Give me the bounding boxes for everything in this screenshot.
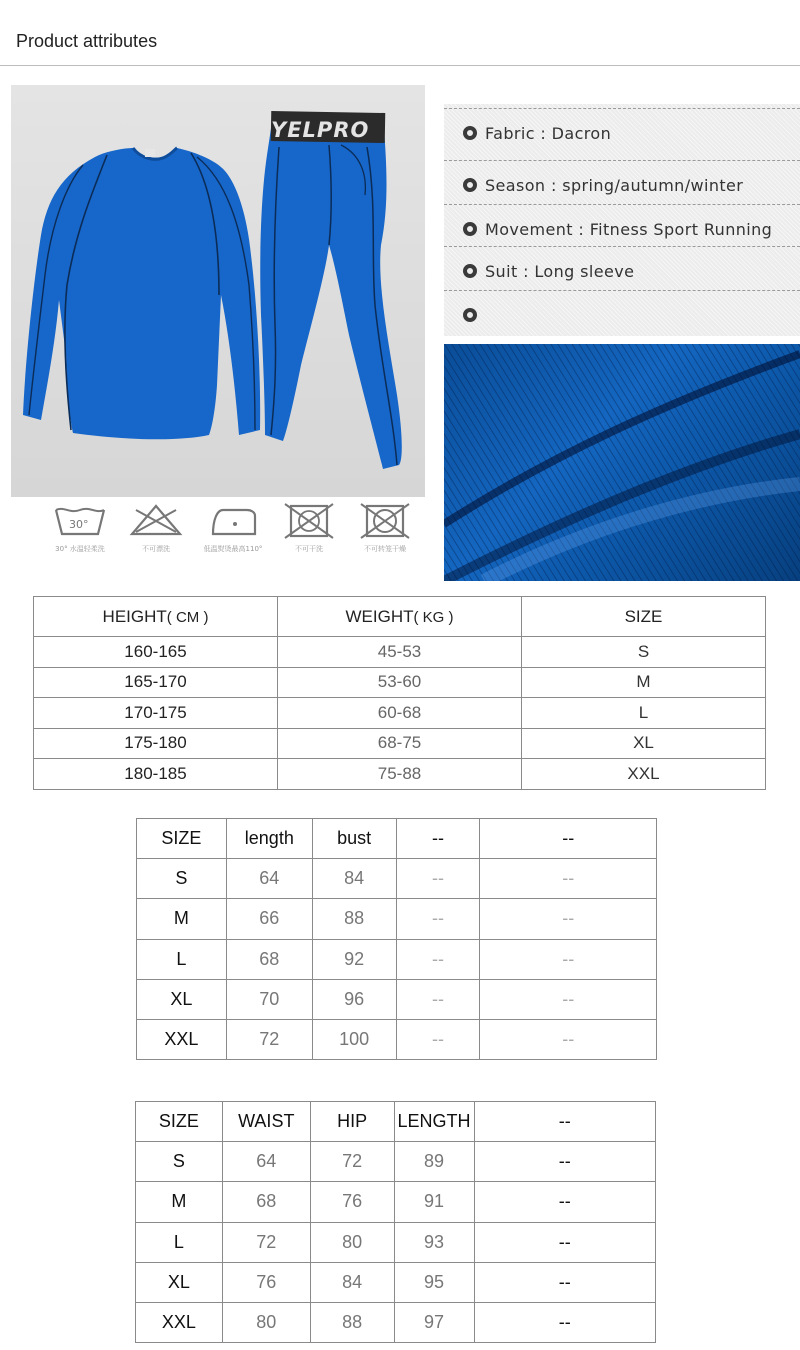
attribute-item-empty bbox=[444, 290, 800, 334]
table-row bbox=[137, 859, 657, 899]
table-row bbox=[34, 728, 766, 759]
care-item-no-wring bbox=[345, 500, 425, 570]
cell-empty: -- bbox=[480, 859, 657, 899]
low-iron-icon bbox=[205, 502, 261, 542]
waistband-text: YELPRO bbox=[271, 118, 370, 142]
cell-bust: 96 bbox=[312, 979, 396, 1019]
table-header-row bbox=[137, 819, 657, 859]
cell-length: 68 bbox=[226, 939, 312, 979]
care-caption: 不可漂洗 bbox=[142, 545, 170, 553]
cell-size: XL bbox=[137, 979, 227, 1019]
cell-hip: 80 bbox=[310, 1222, 394, 1262]
top-size-table bbox=[136, 818, 657, 1060]
table-row bbox=[137, 939, 657, 979]
product-photo bbox=[11, 85, 425, 497]
cell-empty: -- bbox=[480, 939, 657, 979]
table-row bbox=[137, 1020, 657, 1060]
cell-size: XL bbox=[136, 1262, 223, 1302]
cell-hip: 76 bbox=[310, 1182, 394, 1222]
header-cell: LENGTH bbox=[394, 1102, 474, 1142]
cell-length: 70 bbox=[226, 979, 312, 1019]
cell-bust: 88 bbox=[312, 899, 396, 939]
cell-length: 64 bbox=[226, 859, 312, 899]
cell-length: 91 bbox=[394, 1182, 474, 1222]
header-cell: -- bbox=[396, 819, 480, 859]
care-caption: 30° 水温轻柔洗 bbox=[55, 545, 105, 553]
cell-empty: -- bbox=[474, 1222, 655, 1262]
cell-bust: 92 bbox=[312, 939, 396, 979]
svg-text:30°: 30° bbox=[69, 518, 89, 531]
cell-bust: 100 bbox=[312, 1020, 396, 1060]
cell-size: XXL bbox=[522, 759, 766, 790]
table-row bbox=[137, 979, 657, 1019]
attribute-item-season bbox=[444, 160, 800, 204]
cell-length: 97 bbox=[394, 1303, 474, 1343]
cell-length: 66 bbox=[226, 899, 312, 939]
cell-height: 160-165 bbox=[34, 637, 278, 668]
cell-size: M bbox=[137, 899, 227, 939]
cell-empty: -- bbox=[480, 1020, 657, 1060]
no-wring-icon bbox=[357, 502, 413, 542]
cell-size: L bbox=[136, 1222, 223, 1262]
table-row bbox=[34, 667, 766, 698]
bullet-icon bbox=[463, 308, 477, 322]
cell-length: 95 bbox=[394, 1262, 474, 1302]
attribute-item-suit bbox=[444, 246, 800, 290]
table-row bbox=[137, 899, 657, 939]
cell-length: 72 bbox=[226, 1020, 312, 1060]
cell-size: M bbox=[522, 667, 766, 698]
cell-size: S bbox=[136, 1142, 223, 1182]
cell-bust: 84 bbox=[312, 859, 396, 899]
cell-empty: -- bbox=[480, 979, 657, 1019]
cell-length: 89 bbox=[394, 1142, 474, 1182]
table-row bbox=[136, 1142, 656, 1182]
care-item-iron bbox=[193, 500, 273, 570]
cell-waist: 72 bbox=[222, 1222, 310, 1262]
page-header bbox=[0, 0, 800, 67]
compression-suit-illustration bbox=[11, 85, 425, 497]
cell-height: 180-185 bbox=[34, 759, 278, 790]
header-cell: SIZE bbox=[137, 819, 227, 859]
bullet-icon bbox=[463, 264, 477, 278]
cell-waist: 64 bbox=[222, 1142, 310, 1182]
header-cell: -- bbox=[480, 819, 657, 859]
attribute-text: Suit : Long sleeve bbox=[485, 262, 635, 281]
care-item-wash bbox=[40, 500, 120, 570]
cell-hip: 72 bbox=[310, 1142, 394, 1182]
cell-size: XXL bbox=[137, 1020, 227, 1060]
cell-waist: 80 bbox=[222, 1303, 310, 1343]
attribute-text: Movement : Fitness Sport Running bbox=[485, 220, 773, 239]
cell-size: M bbox=[136, 1182, 223, 1222]
no-bleach-icon bbox=[128, 502, 184, 542]
care-caption: 不可转笼干燥 bbox=[364, 545, 406, 553]
attribute-text: Season : spring/autumn/winter bbox=[485, 176, 744, 195]
table-row bbox=[136, 1303, 656, 1343]
cell-weight: 68-75 bbox=[278, 728, 522, 759]
table-header-row bbox=[34, 597, 766, 637]
care-item-no-dry bbox=[269, 500, 349, 570]
header-cell: length bbox=[226, 819, 312, 859]
table-row bbox=[136, 1222, 656, 1262]
cell-empty: -- bbox=[396, 859, 480, 899]
care-caption: 低温熨烫最高110° bbox=[203, 545, 263, 553]
cell-waist: 76 bbox=[222, 1262, 310, 1302]
table-row bbox=[34, 698, 766, 729]
cell-size: L bbox=[522, 698, 766, 729]
cell-length: 93 bbox=[394, 1222, 474, 1262]
care-item-no-bleach bbox=[116, 500, 196, 570]
cell-height: 170-175 bbox=[34, 698, 278, 729]
attribute-text: Fabric : Dacron bbox=[485, 124, 612, 143]
cell-height: 175-180 bbox=[34, 728, 278, 759]
cell-empty: -- bbox=[396, 1020, 480, 1060]
care-caption: 不可干洗 bbox=[295, 545, 323, 553]
bullet-icon bbox=[463, 126, 477, 140]
cell-weight: 53-60 bbox=[278, 667, 522, 698]
cell-size: S bbox=[522, 637, 766, 668]
cell-waist: 68 bbox=[222, 1182, 310, 1222]
bullet-icon bbox=[463, 178, 477, 192]
cell-size: L bbox=[137, 939, 227, 979]
header-cell: HIP bbox=[310, 1102, 394, 1142]
table-header-row bbox=[136, 1102, 656, 1142]
no-tumble-dry-icon bbox=[281, 502, 337, 542]
cell-empty: -- bbox=[474, 1142, 655, 1182]
care-instructions bbox=[40, 500, 420, 570]
cell-hip: 88 bbox=[310, 1303, 394, 1343]
attribute-list bbox=[444, 104, 800, 336]
table-row bbox=[34, 759, 766, 790]
cell-size: XXL bbox=[136, 1303, 223, 1343]
header-divider bbox=[0, 65, 800, 66]
header-cell: bust bbox=[312, 819, 396, 859]
table-row bbox=[136, 1182, 656, 1222]
table-row bbox=[34, 637, 766, 668]
attribute-item-movement bbox=[444, 204, 800, 248]
cell-size: S bbox=[137, 859, 227, 899]
cell-hip: 84 bbox=[310, 1262, 394, 1302]
cell-empty: -- bbox=[474, 1303, 655, 1343]
cell-empty: -- bbox=[480, 899, 657, 939]
page-title: Product attributes bbox=[16, 31, 158, 51]
cell-weight: 45-53 bbox=[278, 637, 522, 668]
bullet-icon bbox=[463, 222, 477, 236]
header-cell: WAIST bbox=[222, 1102, 310, 1142]
cell-weight: 75-88 bbox=[278, 759, 522, 790]
wash-30-icon bbox=[52, 502, 108, 542]
cell-empty: -- bbox=[396, 939, 480, 979]
cell-empty: -- bbox=[474, 1182, 655, 1222]
cell-weight: 60-68 bbox=[278, 698, 522, 729]
cell-empty: -- bbox=[396, 979, 480, 1019]
header-cell: -- bbox=[474, 1102, 655, 1142]
cell-height: 165-170 bbox=[34, 667, 278, 698]
attribute-item-fabric bbox=[444, 108, 800, 152]
cell-empty: -- bbox=[474, 1262, 655, 1302]
header-cell-weight: WEIGHT( KG ) bbox=[278, 597, 522, 637]
fabric-swatch bbox=[444, 344, 800, 581]
table-row bbox=[136, 1262, 656, 1302]
header-cell-size: SIZE bbox=[522, 597, 766, 637]
header-cell: SIZE bbox=[136, 1102, 223, 1142]
cell-empty: -- bbox=[396, 899, 480, 939]
pants-size-table bbox=[135, 1101, 656, 1343]
cell-size: XL bbox=[522, 728, 766, 759]
fit-size-table bbox=[33, 596, 766, 790]
fabric-texture bbox=[444, 344, 800, 581]
header-cell-height: HEIGHT( CM ) bbox=[34, 597, 278, 637]
